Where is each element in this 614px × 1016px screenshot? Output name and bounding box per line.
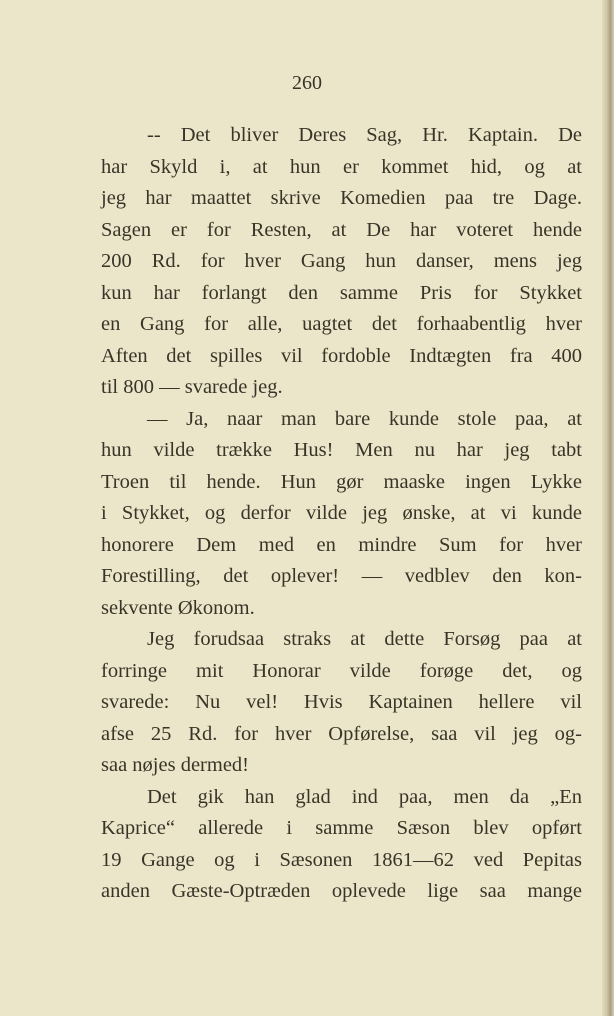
text-line: hun vilde trække Hus! Men nu har jeg tabt	[101, 439, 582, 461]
page-edge	[602, 0, 614, 1016]
text-line: en Gang for alle, uagtet det forhaabentlig hver	[101, 313, 582, 335]
page-body	[101, 120, 582, 908]
text-line: 19 Gange og i Sæsonen 1861—62 ved Pepitas	[101, 848, 582, 871]
text-line: jeg har maattet skrive Komedien paa tre Dage.	[101, 187, 582, 209]
text-line: forringe mit Honorar vilde forøge det, og	[101, 659, 582, 682]
text-line: svarede: Nu vel! Hvis Kaptainen hellere vil	[101, 691, 582, 713]
text-line: Forestilling, det oplever! — vedblev den kon-	[101, 565, 582, 587]
text-line: kun har forlangt den samme Pris for Stykket	[101, 281, 582, 304]
text-line: har Skyld i, at hun er kommet hid, og at	[101, 155, 582, 178]
text-line: Sagen er for Resten, at De har voteret hende	[101, 218, 582, 241]
text-line: i Stykket, og derfor vilde jeg ønske, at vi kunde	[101, 502, 582, 524]
text-line: anden Gæste-Optræden oplevede lige saa mange	[101, 880, 582, 902]
text-line: — Ja, naar man bare kunde stole paa, at	[147, 407, 582, 430]
text-line: afse 25 Rd. for hver Opførelse, saa vil jeg og-	[101, 722, 582, 745]
text-line: saa nøjes dermed!	[101, 754, 249, 776]
text-line: Aften det spilles vil fordoble Indtægten fra 400	[101, 344, 582, 367]
text-line: til 800 — svarede jeg.	[101, 376, 283, 398]
text-line: Det gik han glad ind paa, men da „En	[147, 785, 582, 808]
text-line: Kaprice“ allerede i samme Sæson blev opført	[101, 817, 582, 839]
text-line: sekvente Økonom.	[101, 596, 255, 619]
text-line: Jeg forudsaa straks at dette Forsøg paa at	[147, 628, 582, 650]
page-number: 260	[292, 72, 322, 94]
text-line: Troen til hende. Hun gør maaske ingen Lykke	[101, 470, 582, 493]
text-line: -- Det bliver Deres Sag, Hr. Kaptain. De	[147, 124, 582, 146]
text-line: 200 Rd. for hver Gang hun danser, mens jeg	[101, 250, 582, 272]
text-line: honorere Dem med en mindre Sum for hver	[101, 533, 582, 556]
